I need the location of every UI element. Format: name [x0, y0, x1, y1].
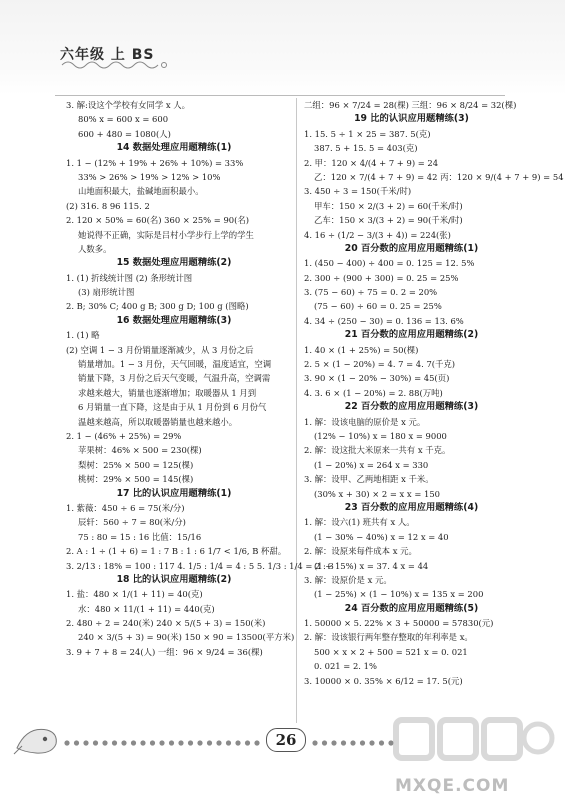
footer-dot — [341, 740, 346, 745]
answer-line: 387. 5 + 15. 5 = 403(克) — [314, 143, 418, 154]
section-heading: 22 百分数的应用应用题精练(3) — [344, 401, 479, 413]
footer-dot — [83, 740, 88, 745]
answer-line: (75 − 60) ÷ 60 = 0. 25 = 25% — [314, 301, 442, 312]
footer-dot — [93, 740, 98, 745]
footer-dots-right — [310, 738, 400, 748]
section-heading: 15 数据处理应用题精练(2) — [116, 257, 232, 269]
answer-line: 240 × 3/(5 + 3) = 90(米) 150 × 90 = 13500(平方米) — [78, 632, 295, 643]
answer-line: 求越来越大，销量也逐渐增加；取暖器从 1 月到 — [78, 387, 257, 398]
answer-line: 0. 021 = 2. 1% — [314, 661, 377, 672]
answer-line: 2. 解：设这批大米原来一共有 x 千克。 — [304, 445, 451, 456]
footer-dot — [140, 740, 145, 745]
footer-dot — [178, 740, 183, 745]
footer-dot — [312, 740, 317, 745]
footer-dot — [131, 740, 136, 745]
section-heading: 17 比的认识应用题精练(1) — [116, 487, 232, 499]
answer-line: 4. 16 ÷ (1/2 − 3/(3 + 4)) = 224(张) — [304, 229, 451, 240]
answer-line: 桃树：29% × 500 = 145(棵) — [78, 474, 194, 485]
section-heading: 23 百分数的应用应用题精练(4) — [344, 501, 479, 513]
footer-dot — [102, 740, 107, 745]
answer-line: 乙：120 × 7/(4 + 7 + 9) = 42 丙：120 × 9/(4 + 7 + 9) = 54 — [314, 171, 564, 182]
answer-line: (1 + 15%) x = 37. 4 x = 44 — [314, 560, 429, 571]
answer-line: (2) 空调 1 − 3 月份销量逐渐减少，从 3 月份之后 — [66, 344, 254, 355]
answer-line: 3. 10000 × 0. 35% × 6/12 = 17. 5(元) — [304, 675, 463, 686]
answer-line: 1. 盐：480 × 1/(1 + 11) = 40(克) — [66, 589, 203, 600]
answer-line: 水：480 × 11/(1 + 11) = 440(克) — [78, 603, 215, 614]
answer-line: 二组：96 × 7/24 = 28(棵) 三组：96 × 8/24 = 32(棵) — [304, 100, 517, 110]
footer-dot — [216, 740, 221, 745]
column-divider — [296, 98, 297, 723]
answer-line: 1. 紫薇：450 ÷ 6 = 75(米/分) — [66, 502, 185, 513]
footer-dot — [159, 740, 164, 745]
answer-line: 3. 解:设这个学校有女同学 x 人。 — [66, 100, 191, 110]
answer-line: 1. 40 × (1 + 25%) = 50(棵) — [304, 344, 419, 355]
answer-line: (12% − 10%) x = 180 x = 9000 — [314, 430, 447, 441]
answer-line: 1. 15. 5 ÷ 1 × 25 = 387. 5(克) — [304, 128, 431, 139]
answer-line: 3. 解：设原价是 x 元。 — [304, 574, 392, 585]
answer-line: (3) 扇形统计图 — [78, 287, 135, 298]
answer-line: 人数多。 — [78, 243, 112, 254]
answer-line: 梨树：25% × 500 = 125(棵) — [78, 459, 194, 470]
answer-line: 80% x = 600 x = 600 — [78, 114, 169, 125]
answer-line: (1 − 30% − 40%) x = 12 x = 40 — [314, 531, 449, 542]
answer-line: 3. 9 + 7 + 8 = 24(人) 一组：96 × 9/24 = 36(棵) — [66, 646, 263, 657]
answer-line: 1. 解：设该电脑的原价是 x 元。 — [304, 416, 426, 427]
footer-dot — [226, 740, 231, 745]
answer-line: 辰轩：560 ÷ 7 = 80(米/分) — [78, 517, 186, 528]
footer-dot — [322, 740, 327, 745]
answer-line: 温越来越高，所以取暖器销量也越来越小。 — [78, 416, 238, 427]
answer-line: 2. 480 ÷ 2 = 240(米) 240 × 5/(5 + 3) = 150(米) — [66, 618, 266, 629]
footer-dot — [64, 740, 69, 745]
answer-line: (1 − 20%) x = 264 x = 330 — [314, 459, 429, 470]
answer-line: 1. 50000 × 5. 22% × 3 + 50000 = 57830(元) — [304, 618, 494, 629]
footer-dot — [331, 740, 336, 745]
answer-line: 4. 34 ÷ (250 − 30) = 0. 136 = 13. 6% — [304, 315, 464, 326]
answer-line: 75 : 80 = 15 : 16 比值：15/16 — [78, 531, 202, 542]
answer-line: 1. 1 − (12% + 19% + 26% + 10%) = 33% — [66, 157, 244, 168]
answer-line: (30% x + 30) × 2 = x x = 150 — [314, 488, 440, 499]
answer-line: 乙车：150 × 3/(3 + 2) = 90(千米/时) — [314, 215, 463, 226]
footer-dot — [188, 740, 193, 745]
section-heading: 21 百分数的应用应用题精练(2) — [344, 329, 479, 341]
answers-right-column — [304, 98, 564, 688]
section-heading: 14 数据处理应用题精练(1) — [116, 142, 232, 154]
answer-line: 1. (1) 略 — [66, 330, 100, 341]
answer-line: 2. 5 × (1 − 20%) = 4. 7 = 4. 7(千克) — [304, 359, 456, 370]
footer-dot — [197, 740, 202, 745]
page-number: 26 — [266, 728, 306, 752]
answer-line: 3. 2/13 : 18% = 100 : 117 4. 1/5 : 1/4 = 4 : 5 5. 1/3 : 1/4 = 2 : 3 — [66, 560, 334, 571]
answer-line: 3. 90 × (1 − 20% − 30%) = 45(页) — [304, 373, 450, 384]
answer-line: 6 月销量一直下降，这是由于从 1 月份到 6 月份气 — [78, 402, 267, 413]
footer-dot — [235, 740, 240, 745]
section-heading: 16 数据处理应用题精练(3) — [116, 314, 232, 326]
footer-dot — [74, 740, 79, 745]
decorative-swirl-icon — [60, 58, 170, 72]
answer-line: 苹果树：46% × 500 = 230(棵) — [78, 445, 202, 456]
answer-line: 2. 120 × 50% = 60(名) 360 × 25% = 90(名) — [66, 215, 250, 226]
mascot-icon — [12, 718, 62, 758]
footer-dot — [254, 740, 259, 745]
answer-line: 1. (450 − 400) ÷ 400 = 0. 125 = 12. 5% — [304, 258, 475, 269]
footer-dots-left — [62, 738, 262, 748]
grade-title: 六年级 上 BS — [60, 47, 155, 63]
answer-line: 2. 甲：120 × 4/(4 + 7 + 9) = 24 — [304, 157, 439, 168]
footer-dot — [121, 740, 126, 745]
answer-line: 销量下降，3 月份之后天气变暖，气温升高，空调需 — [78, 373, 271, 384]
answer-line: 山地面积最大，盐碱地面积最小。 — [78, 186, 204, 197]
answer-line: 33% > 26% > 19% > 12% > 10% — [78, 171, 221, 182]
footer-dot — [379, 740, 384, 745]
footer-dot — [245, 740, 250, 745]
answer-line: 2. 解：设该银行两年整存整取的年利率是 x。 — [304, 632, 473, 643]
section-heading: 18 比的认识应用题精练(2) — [116, 573, 232, 585]
answer-line: 销量增加。1 − 3 月份，天气回暖，温度适宜，空调 — [78, 359, 272, 370]
section-heading: 20 百分数的应用应用题精练(1) — [344, 242, 479, 254]
footer-dot — [169, 740, 174, 745]
answer-line: 3. 450 ÷ 3 = 150(千米/时) — [304, 186, 412, 197]
footer-dot — [112, 740, 117, 745]
footer-dot — [360, 740, 365, 745]
answer-line: 3. 解：设甲、乙两地相距 x 千米。 — [304, 474, 434, 485]
footer-dot — [369, 740, 374, 745]
answer-line: (1 − 25%) × (1 − 10%) x = 135 x = 200 — [314, 589, 484, 600]
answer-line: 1. (1) 折线统计图 (2) 条形统计图 — [66, 272, 193, 283]
header-rule — [55, 95, 505, 96]
answer-line: (2) 316. 8 96 115. 2 — [66, 200, 150, 211]
answer-line: 2. B; 30% C; 400 g B; 300 g D; 100 g (图略) — [66, 301, 249, 312]
answer-line: 2. 1 − (46% + 25%) = 29% — [66, 430, 182, 441]
answers-left-column — [56, 98, 334, 659]
answer-line: 2. A : 1 ÷ (1 + 6) = 1 : 7 B : 1 : 6 1/7 < 1/6, B 杯甜。 — [66, 546, 287, 557]
footer-dot — [207, 740, 212, 745]
answer-line: 3. (75 − 60) ÷ 75 = 0. 2 = 20% — [304, 287, 438, 298]
footer-dot — [150, 740, 155, 745]
footer-dot — [350, 740, 355, 745]
answer-line: 2. 300 ÷ (900 + 300) = 0. 25 = 25% — [304, 272, 459, 283]
answer-line: 2. 解：设原来每件成本 x 元。 — [304, 546, 417, 557]
section-heading: 24 百分数的应用应用题精练(5) — [344, 602, 479, 614]
answer-line: 4. 3. 6 × (1 − 20%) = 2. 88(万吨) — [304, 387, 443, 398]
answer-line: 500 × x × 2 + 500 = 521 x = 0. 021 — [314, 646, 468, 657]
answer-line: 甲车：150 × 2/(3 + 2) = 60(千米/时) — [314, 200, 463, 211]
answer-line: 1. 解：设六(1) 班共有 x 人。 — [304, 517, 415, 528]
section-heading: 19 比的认识应用题精练(3) — [354, 113, 469, 125]
answer-line: 她说得不正确，实际是吕村小学步行上学的学生 — [78, 229, 254, 240]
watermark-url: MXQE.COM — [395, 776, 510, 796]
answer-line: 600 + 480 = 1080(人) — [78, 128, 171, 139]
